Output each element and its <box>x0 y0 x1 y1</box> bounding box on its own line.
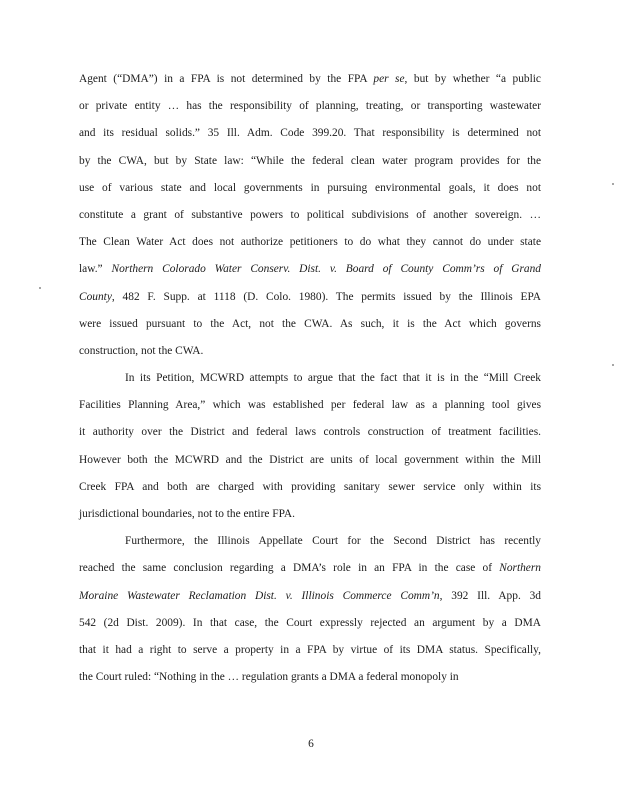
text-run: Agent (“DMA”) in a FPA is not determined by the FPA <box>79 73 374 85</box>
paragraph <box>79 66 541 365</box>
text-run: law.” <box>79 263 112 276</box>
text-run: In its Petition, MCWRD attempts to argue that the fact that it is in the “Mill Creek <box>125 372 541 385</box>
text-run: However both the MCWRD and the District are units of local government within the Mill <box>79 453 541 466</box>
text-run: or private entity … has the responsibility of planning, treating, or transporting wastewater <box>79 100 541 113</box>
text-line <box>79 528 541 555</box>
text-line <box>79 148 541 175</box>
text-line <box>79 284 541 311</box>
text-run: The Clean Water Act does not authorize petitioners to do what they cannot do under state <box>79 236 541 249</box>
text-run: were issued pursuant to the Act, not the CWA. As such, it is the Act which governs <box>79 317 541 330</box>
text-line <box>79 202 541 229</box>
scan-speck <box>39 287 41 289</box>
italic-citation: Moraine Wastewater Reclamation Dist. v. Illinois Commerce Comm’n <box>79 589 440 602</box>
text-run: Creek FPA and both are charged with providing sanitary sewer service only within its <box>79 480 541 493</box>
page-number: 6 <box>308 738 314 750</box>
paragraph <box>79 365 541 528</box>
text-run: that it had a right to serve a property in a FPA by virtue of its DMA status. Specifically, <box>79 643 541 656</box>
scan-speck <box>612 364 614 366</box>
italic-citation: Northern Colorado Water Conserv. Dist. v. Board of County Comm’rs of Grand <box>111 263 541 276</box>
text-line <box>79 256 541 283</box>
text-run: by the CWA, but by State law: “While the federal clean water program provides for the <box>79 154 541 167</box>
scan-speck <box>612 183 614 185</box>
text-line <box>79 664 541 691</box>
text-line <box>79 338 541 365</box>
text-line <box>79 637 541 664</box>
text-run: , 482 F. Supp. at 1118 (D. Colo. 1980). The permits issued by the Illinois EPA <box>111 290 541 303</box>
text-run: it authority over the District and federal laws controls construction of treatment facilities. <box>79 426 541 439</box>
text-run: and its residual solids.” 35 Ill. Adm. Code 399.20. That responsibility is determined not <box>79 127 541 140</box>
text-run: 542 (2d Dist. 2009). In that case, the Court expressly rejected an argument by a DMA <box>79 616 541 629</box>
text-run: constitute a grant of substantive powers to political subdivisions of another sovereign. … <box>79 208 541 221</box>
text-line <box>79 583 541 610</box>
text-run: jurisdictional boundaries, not to the entire FPA. <box>79 508 295 520</box>
text-line <box>79 419 541 446</box>
text-line <box>79 175 541 202</box>
text-line <box>79 120 541 147</box>
italic-citation: per se <box>373 73 405 85</box>
text-run: Facilities Planning Area,” which was established per federal law as a planning tool gives <box>79 399 541 412</box>
text-line <box>79 365 541 392</box>
text-line <box>79 555 541 582</box>
text-line <box>79 610 541 637</box>
text-run: , but by whether “a public <box>404 73 541 85</box>
body-text <box>79 66 541 691</box>
text-line <box>79 93 541 120</box>
text-line <box>79 229 541 256</box>
text-line <box>79 447 541 474</box>
text-run: reached the same conclusion regarding a DMA’s role in an FPA in the case of <box>79 562 500 575</box>
text-run: construction, not the CWA. <box>79 344 204 357</box>
text-run: use of various state and local governments in pursuing environmental goals, it does not <box>79 181 541 194</box>
italic-citation: County <box>79 290 112 303</box>
text-line <box>79 501 541 528</box>
text-line <box>79 474 541 501</box>
text-line <box>79 311 541 338</box>
text-run: the Court ruled: “Nothing in the … regulation grants a DMA a federal monopoly in <box>79 671 459 684</box>
text-run: Furthermore, the Illinois Appellate Court for the Second District has recently <box>125 535 541 548</box>
text-line <box>79 66 541 93</box>
italic-citation: Northern <box>499 562 541 575</box>
text-run: , 392 Ill. App. 3d <box>439 589 541 602</box>
text-line <box>79 392 541 419</box>
paragraph <box>79 528 541 691</box>
